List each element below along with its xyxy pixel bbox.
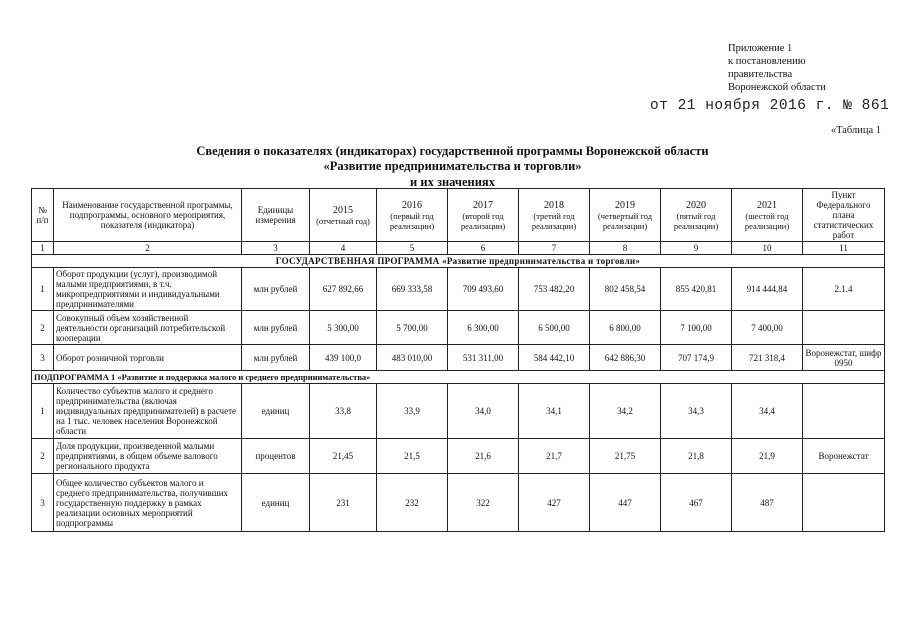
row-value-2020: 467 <box>661 474 732 532</box>
row-value-2016: 21,5 <box>377 439 448 474</box>
annex-block <box>728 42 826 94</box>
row-value-2016: 5 700,00 <box>377 311 448 345</box>
table-row <box>32 474 885 532</box>
row-value-2016: 232 <box>377 474 448 532</box>
row-value-2020: 7 100,00 <box>661 311 732 345</box>
row-fed-plan <box>803 474 885 532</box>
row-unit: единиц <box>242 474 310 532</box>
row-value-2015: 627 892,66 <box>310 268 377 311</box>
section-title-program: ГОСУДАРСТВЕННАЯ ПРОГРАММА «Развитие предпринимательства и торговли» <box>32 255 885 268</box>
row-value-2021: 914 444,84 <box>732 268 803 311</box>
row-unit: млн рублей <box>242 345 310 371</box>
header-unit: Единицы измерения <box>242 189 310 242</box>
indicators-table <box>31 188 885 532</box>
row-value-2018: 753 482,20 <box>519 268 590 311</box>
row-value-2018: 427 <box>519 474 590 532</box>
row-value-2019: 802 458,54 <box>590 268 661 311</box>
header-name: Наименование государственной программы, подпрограммы, основного мероприятия, показателя (индикатора) <box>54 189 242 242</box>
col-number: 3 <box>242 242 310 255</box>
row-value-2015: 439 100,0 <box>310 345 377 371</box>
row-unit: млн рублей <box>242 311 310 345</box>
table-row <box>32 345 885 371</box>
row-value-2018: 21,7 <box>519 439 590 474</box>
row-no: 3 <box>32 345 54 371</box>
header-fed-plan: Пункт Федерального плана статистических работ <box>803 189 885 242</box>
row-value-2020: 21,8 <box>661 439 732 474</box>
row-name: Совокупный объем хозяйственной деятельности организаций потребительской кооперации <box>54 311 242 345</box>
row-value-2018: 34,1 <box>519 384 590 439</box>
header-year-2015: 2015 (отчетный год) <box>310 189 377 242</box>
document-title-program: «Развитие предпринимательства и торговли» <box>323 159 582 173</box>
col-number: 11 <box>803 242 885 255</box>
col-number: 2 <box>54 242 242 255</box>
col-number: 6 <box>448 242 519 255</box>
header-year-2017: 2017 (второй год реализации) <box>448 189 519 242</box>
row-name: Общее количество субъектов малого и среднего предпринимательства, получивших государственную поддержку в рамках реализации основных мероприятий подпрограммы <box>54 474 242 532</box>
row-value-2015: 33,8 <box>310 384 377 439</box>
table-row <box>32 384 885 439</box>
row-value-2018: 6 500,00 <box>519 311 590 345</box>
row-value-2016: 33,9 <box>377 384 448 439</box>
row-value-2020: 707 174,9 <box>661 345 732 371</box>
row-value-2019: 642 886,30 <box>590 345 661 371</box>
row-fed-plan: Воронежстат, шифр 0950 <box>803 345 885 371</box>
col-number: 5 <box>377 242 448 255</box>
header-no: № п/п <box>32 189 54 242</box>
row-value-2017: 709 493,60 <box>448 268 519 311</box>
annex-line: Воронежской области <box>728 82 826 93</box>
row-value-2019: 447 <box>590 474 661 532</box>
header-year-2019: 2019 (четвертый год реализации) <box>590 189 661 242</box>
row-name: Доля продукции, произведенной малыми предприятиями, в общем объеме валового регионального продукта <box>54 439 242 474</box>
header-year-2021: 2021 (шестой год реализации) <box>732 189 803 242</box>
row-value-2017: 21,6 <box>448 439 519 474</box>
row-name: Оборот продукции (услуг), производимой малыми предприятиями, в т.ч. микропредприятиями и индивидуальными предпринимателями <box>54 268 242 311</box>
row-fed-plan: Воронежстат <box>803 439 885 474</box>
row-fed-plan <box>803 384 885 439</box>
col-number: 1 <box>32 242 54 255</box>
table-row <box>32 439 885 474</box>
col-number: 7 <box>519 242 590 255</box>
section-title-subprogram: ПОДПРОГРАММА 1 «Развитие и поддержка малого и среднего предпринимательства» <box>32 371 885 384</box>
row-unit: единиц <box>242 384 310 439</box>
row-value-2015: 231 <box>310 474 377 532</box>
header-year-2020: 2020 (пятый год реализации) <box>661 189 732 242</box>
decree-stamp: от 21 ноября 2016 г. № 861 <box>650 98 890 114</box>
row-value-2017: 322 <box>448 474 519 532</box>
row-value-2019: 21,75 <box>590 439 661 474</box>
row-fed-plan <box>803 311 885 345</box>
annex-line: Приложение 1 <box>728 43 793 54</box>
document-title: Сведения о показателях (индикаторах) государственной программы Воронежской области <box>196 144 709 158</box>
row-name: Количество субъектов малого и среднего предпринимательства (включая индивидуальных предпринимателей) в расчете на 1 тыс. человек населения Воронежской области <box>54 384 242 439</box>
row-no: 1 <box>32 384 54 439</box>
section-row-subprogram <box>32 371 885 384</box>
row-value-2016: 483 010,00 <box>377 345 448 371</box>
col-number: 9 <box>661 242 732 255</box>
document-title-tail: и их значениях <box>410 175 495 189</box>
row-value-2019: 34,2 <box>590 384 661 439</box>
row-value-2017: 6 300,00 <box>448 311 519 345</box>
row-no: 2 <box>32 439 54 474</box>
header-year-2018: 2018 (третий год реализации) <box>519 189 590 242</box>
row-fed-plan: 2.1.4 <box>803 268 885 311</box>
row-value-2019: 6 800,00 <box>590 311 661 345</box>
row-value-2021: 721 318,4 <box>732 345 803 371</box>
column-number-row <box>32 242 885 255</box>
row-value-2020: 34,3 <box>661 384 732 439</box>
col-number: 4 <box>310 242 377 255</box>
row-no: 1 <box>32 268 54 311</box>
row-value-2021: 7 400,00 <box>732 311 803 345</box>
row-value-2021: 487 <box>732 474 803 532</box>
row-no: 2 <box>32 311 54 345</box>
annex-line: к постановлению <box>728 56 806 67</box>
table-row <box>32 268 885 311</box>
row-value-2021: 21,9 <box>732 439 803 474</box>
row-name: Оборот розничной торговли <box>54 345 242 371</box>
row-value-2015: 21,45 <box>310 439 377 474</box>
header-year-2016: 2016 (первый год реализации) <box>377 189 448 242</box>
table-label: «Таблица 1 <box>830 125 881 136</box>
section-row-program <box>32 255 885 268</box>
col-number: 8 <box>590 242 661 255</box>
annex-line: правительства <box>728 69 793 80</box>
col-number: 10 <box>732 242 803 255</box>
row-value-2016: 669 333,58 <box>377 268 448 311</box>
row-value-2021: 34,4 <box>732 384 803 439</box>
row-no: 3 <box>32 474 54 532</box>
row-unit: процентов <box>242 439 310 474</box>
row-unit: млн рублей <box>242 268 310 311</box>
table-row <box>32 311 885 345</box>
row-value-2015: 5 300,00 <box>310 311 377 345</box>
row-value-2017: 531 311,00 <box>448 345 519 371</box>
table-header-row <box>32 189 885 242</box>
row-value-2018: 584 442,10 <box>519 345 590 371</box>
row-value-2020: 855 420,81 <box>661 268 732 311</box>
row-value-2017: 34,0 <box>448 384 519 439</box>
